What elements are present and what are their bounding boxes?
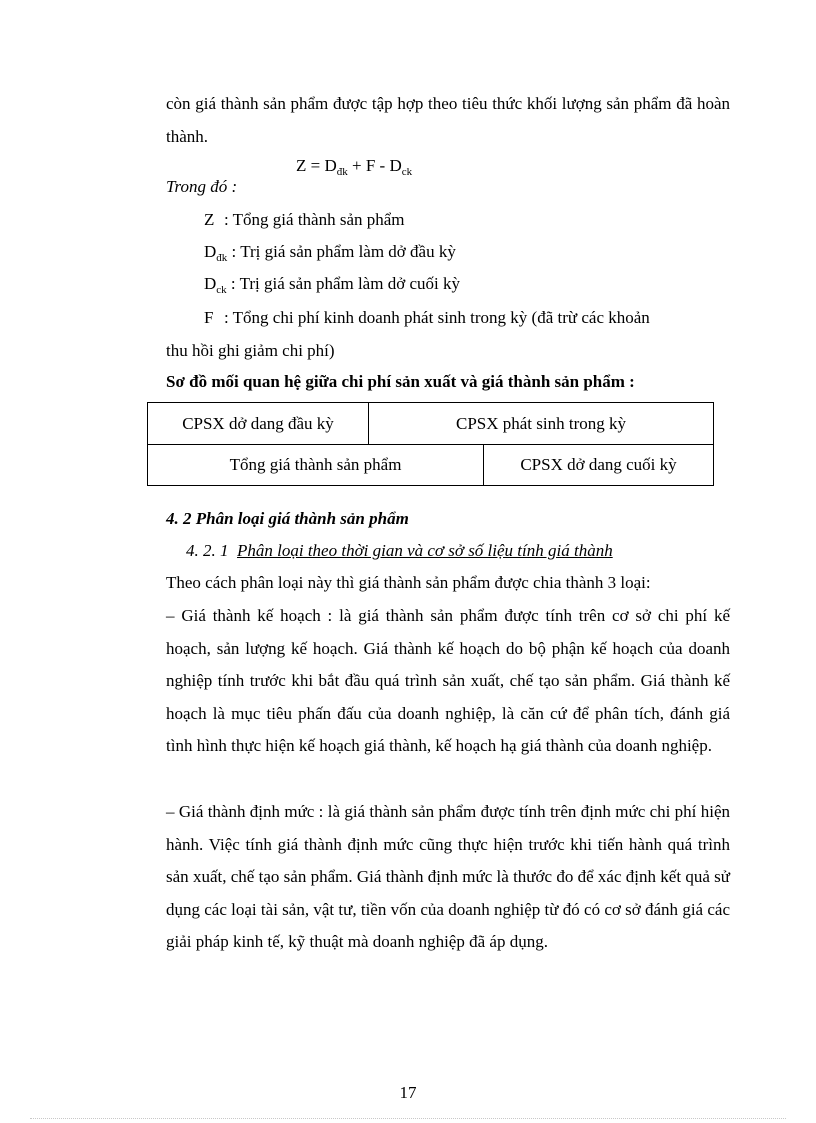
definition-text: : Trị giá sản phẩm làm dở cuối kỳ xyxy=(230,274,460,293)
definition-f xyxy=(166,302,730,367)
diagram-cell-total-cost: Tổng giá thành sản phẩm xyxy=(148,444,484,485)
definition-symbol: D xyxy=(204,274,217,293)
where-label: Trong đó : xyxy=(166,177,238,196)
page-number: 17 xyxy=(399,1083,417,1102)
formula-z: Z = D xyxy=(296,156,337,175)
section-heading: 4. 2 Phân loại giá thành sản phẩm xyxy=(166,509,409,528)
diagram-cell-closing-wip: CPSX dở dang cuối kỳ xyxy=(520,454,677,474)
definition-text: : Trị giá sản phẩm làm dở đầu kỳ xyxy=(231,242,456,261)
definition-subscript: đk xyxy=(216,252,228,264)
definition-dck xyxy=(204,274,460,294)
paragraph-norm-cost: – Giá thành định mức : là giá thành sản phẩm được tính trên định mức chi phí hiện hành. Việc tính giá thành định mức cũng thực hiện trước khi tiến hành quá trình sản xuất, chế tạo sản phẩm. Giá thành định mức là thước đo để xác định kết quả sử dụng các loại tài sản, vật tư, tiền vốn của doanh nghiệp từ đó có cơ sở đánh giá các giải pháp kinh tế, kỹ thuật mà doanh nghiệp đã áp dụng. xyxy=(166,802,730,951)
definition-symbol: F xyxy=(204,308,214,327)
definition-text: : Tổng chi phí kinh doanh phát sinh trong kỳ (đã trừ các khoản xyxy=(224,308,650,327)
definition-subscript: ck xyxy=(216,284,227,296)
classification-intro: Theo cách phân loại này thì giá thành sản phẩm được chia thành 3 loại: xyxy=(166,573,651,592)
diagram-title: Sơ đồ mối quan hệ giữa chi phí sản xuất và giá thành sản phẩm : xyxy=(166,372,635,391)
paragraph-plan-cost: – Giá thành kế hoạch : là giá thành sản phẩm được tính trên cơ sở chi phí kế hoạch, sản lượng kế hoạch. Giá thành kế hoạch do bộ phận kế hoạch của doanh nghiệp tính trước khi bắt đầu quá trình sản xuất, chế tạo sản phẩm. Giá thành kế hoạch là mục tiêu phấn đấu của doanh nghiệp, là căn cứ để phân tích, đánh giá tình hình thực hiện kế hoạch giá thành, kế hoạch hạ giá thành của doanh nghiệp. xyxy=(166,606,730,755)
diagram-cell-incurred-costs: CPSX phát sinh trong kỳ xyxy=(455,413,627,433)
diagram-row xyxy=(148,444,713,485)
definition-text: : Tổng giá thành sản phẩm xyxy=(224,210,405,229)
definition-symbol: Z xyxy=(204,210,215,229)
definition-continuation: thu hồi ghi giảm chi phí) xyxy=(166,340,335,360)
subsection-heading xyxy=(186,541,613,561)
subsection-number: 4. 2. 1 xyxy=(186,541,229,560)
diagram-row xyxy=(148,403,713,445)
diagram-cell-opening-wip: CPSX dở dang đầu kỳ xyxy=(148,403,369,444)
definition-ddk xyxy=(204,242,456,262)
definition-z xyxy=(204,210,405,230)
intro-paragraph: còn giá thành sản phẩm được tập hợp theo tiêu thức khối lượng sản phẩm đã hoàn thành. xyxy=(166,94,730,146)
formula-ck-subscript: ck xyxy=(401,166,413,178)
subsection-title: Phân loại theo thời gian và cơ sở số liệu tính giá thành xyxy=(237,541,613,560)
formula xyxy=(296,156,412,176)
cost-relationship-diagram xyxy=(147,402,714,486)
definition-symbol: D xyxy=(204,242,217,261)
footer-divider xyxy=(30,1118,786,1119)
formula-dk-subscript: đk xyxy=(336,166,348,178)
formula-rest: + F - D xyxy=(347,156,402,175)
